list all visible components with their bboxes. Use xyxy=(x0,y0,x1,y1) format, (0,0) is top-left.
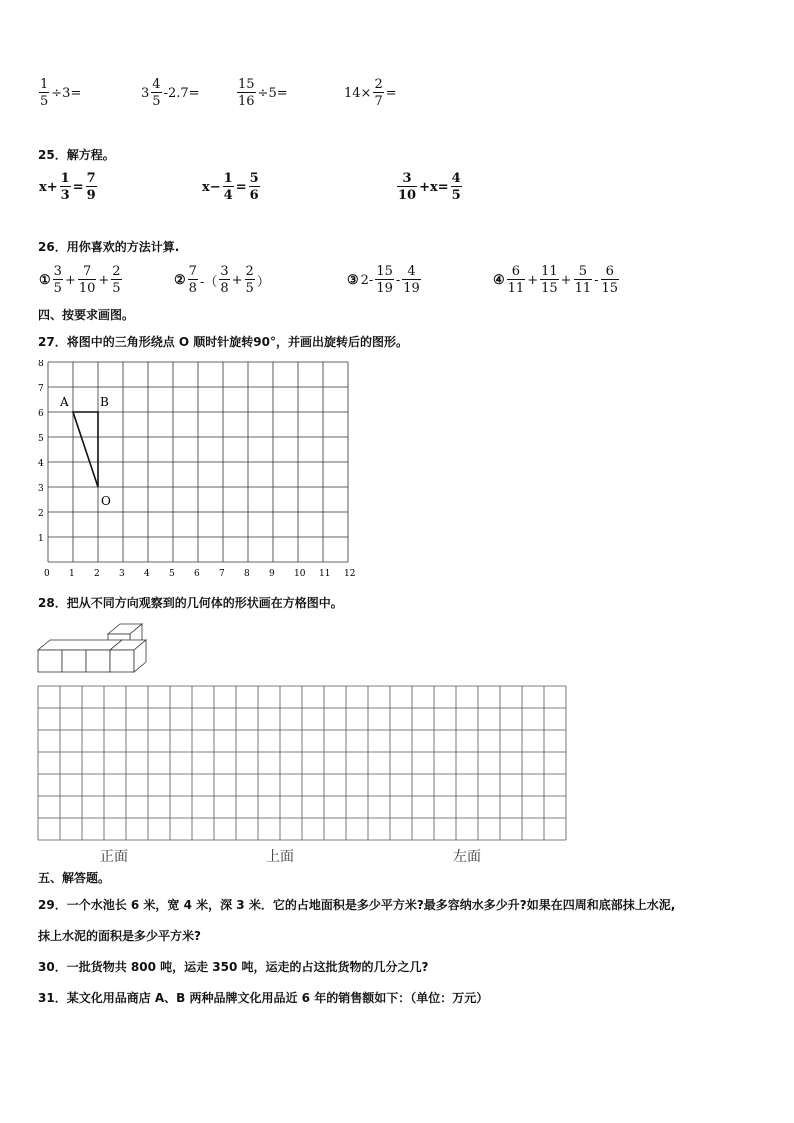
expr-tail: = xyxy=(385,85,397,101)
expr-3 xyxy=(236,78,289,108)
y-tick-label: 3 xyxy=(38,484,44,494)
q29-line-1: 29．一个水池长 6 米，宽 4 米，深 3 米．它的占地面积是多少平方米?最多容纳水多少升?如果在四周和底部抹上水泥, xyxy=(38,898,676,912)
x-tick-label: 2 xyxy=(94,569,100,579)
y-tick-label: 5 xyxy=(38,434,44,444)
expr-4 xyxy=(343,78,398,108)
x-tick-label: 12 xyxy=(344,569,356,579)
label-b: B xyxy=(100,395,109,409)
q31-text: 31．某文化用品商店 A、B 两种品牌文化用品近 6 年的销售额如下：（单位：万元） xyxy=(38,991,489,1005)
calc-3: ③ 2- $\frac{15}{19}$ - $\frac{4}{19}$ xyxy=(347,264,420,296)
equation-2: x− $\frac{1}{4}$ = $\frac{5}{6}$ xyxy=(202,171,259,203)
expr-lead: 14× xyxy=(344,85,372,101)
x-axis-ticks xyxy=(44,569,355,579)
section-5-heading: 五、解答题。 xyxy=(38,871,111,885)
expr-tail: ÷3= xyxy=(51,85,82,101)
grid-lines xyxy=(48,362,348,562)
calc-2: ② $\frac{7}{8}$ -（ $\frac{3}{8}$ + $\frac{2}{5}$ ） xyxy=(174,264,270,296)
label-o: O xyxy=(101,494,111,508)
x-tick-label: 5 xyxy=(169,569,175,579)
q27-title: 27．将图中的三角形绕点 O 顺时针旋转90°，并画出旋转后的图形。 xyxy=(38,335,408,349)
calc-4: ④ $\frac{6}{11}$ + $\frac{11}{15}$ + $\frac{5}{11}$ - $\frac{6}{15}$ xyxy=(493,264,619,296)
view-label-top: 上面 xyxy=(266,849,294,865)
q30-text: 30．一批货物共 800 吨，运走 350 吨，运走的占这批货物的几分之几? xyxy=(38,960,429,974)
triangle-abo xyxy=(73,412,98,487)
cube-solid-figure xyxy=(36,620,156,676)
view-label-front: 正面 xyxy=(100,849,128,865)
fraction: $\frac{2}{7}$ xyxy=(374,77,383,109)
y-tick-label: 6 xyxy=(38,409,44,419)
y-tick-label: 1 xyxy=(38,534,44,544)
x-tick-label: 9 xyxy=(269,569,275,579)
q25-title: 25．解方程。 xyxy=(38,148,115,162)
y-axis-ticks xyxy=(38,360,44,544)
x-tick-label: 8 xyxy=(244,569,250,579)
fraction: $\frac{1}{5}$ xyxy=(40,77,49,109)
expr-1 xyxy=(38,78,82,108)
calc-1: ① $\frac{3}{5}$ + $\frac{7}{10}$ + $\frac{2}{5}$ xyxy=(39,264,121,296)
section-4-heading: 四、按要求画图。 xyxy=(38,308,135,322)
y-tick-label: 2 xyxy=(38,509,44,519)
label-a: A xyxy=(60,395,69,409)
x-tick-label: 7 xyxy=(219,569,225,579)
drawing-grid xyxy=(36,684,570,844)
equation-3: $\frac{3}{10}$ +x= $\frac{4}{5}$ xyxy=(398,171,461,203)
expr-2 xyxy=(140,78,201,108)
x-tick-label: 0 xyxy=(44,569,50,579)
rotation-grid xyxy=(30,360,370,582)
grid-lines xyxy=(38,686,566,840)
y-tick-label: 8 xyxy=(38,360,44,369)
x-tick-label: 10 xyxy=(294,569,306,579)
whole-part: 3 xyxy=(141,85,150,101)
x-tick-label: 6 xyxy=(194,569,200,579)
q28-title: 28．把从不同方向观察到的几何体的形状画在方格图中。 xyxy=(38,596,343,610)
y-tick-label: 7 xyxy=(38,384,44,394)
equation-1: x+ $\frac{1}{3}$ = $\frac{7}{9}$ xyxy=(39,171,96,203)
x-tick-label: 11 xyxy=(319,569,331,579)
fraction: $\frac{4}{5}$ xyxy=(152,77,161,109)
expr-tail: -2.7= xyxy=(163,85,200,101)
x-tick-label: 1 xyxy=(69,569,75,579)
fraction: $\frac{15}{16}$ xyxy=(238,77,255,109)
q26-title: 26．用你喜欢的方法计算. xyxy=(38,240,180,254)
x-tick-label: 4 xyxy=(144,569,150,579)
y-tick-label: 4 xyxy=(38,459,44,469)
q29-line-2: 抹上水泥的面积是多少平方米? xyxy=(38,929,201,943)
x-tick-label: 3 xyxy=(119,569,125,579)
view-label-left: 左面 xyxy=(453,849,481,865)
expr-tail: ÷5= xyxy=(257,85,288,101)
